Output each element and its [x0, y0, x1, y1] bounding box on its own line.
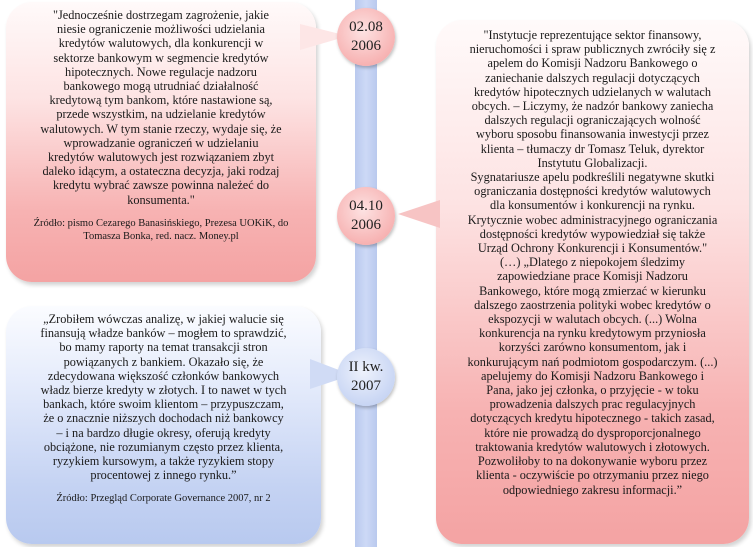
quote-source: Źródło: Przegląd Corporate Governance 2007, nr 2: [56, 493, 271, 505]
quote-text: „Zrobiłem wówczas analizę, w jakiej walucie się finansują władze banków – mogłem to sprawdzić, bo mamy raporty na temat transakcji stron powiązanych z bankiem. Okazało się, że zdecydowana większość członków bankowych władz bierze kredyty w złotych. I to nawet w tych bankach, które swoim klientom – przypuszczam, że o znacznie niższych dochodach niż bankowcy – i na bardzo długie okresy, oferują kredyty obciążone, nie rozumianym często przez klienta, ryzykiem kursowym, a także ryzykiem stopy procentowej z innego rynku.”: [40, 312, 287, 483]
quote-bubble-corporate-governance: [6, 306, 321, 544]
quote-text: "Instytucje reprezentujące sektor finansowy, nieruchomości i spraw publicznych zwróciły się z apelem do Komisji Nadzoru Bankowego o zaniechanie dalszych regulacji dotyczących kredytów hipotecznych udzielanych w walutach obcych. – Liczymy, że nadzór bankowy zaniecha dalszych regulacji ograniczających wolność wyboru sposobu finansowania inwestycji przez klienta – tłumaczy dr Tomasz Teluk, dyrektor Instytutu Globalizacji. Sygnatariusze apelu podkreślili negatywne skutki ograniczania dostępności kredytów walutowych dla konsumentów i konkurencji na rynku. Krytycznie wobec administracyjnego ograniczania dostępności kredytów wypowiedział się także Urząd Ochrony Konkurencji i Konsumentów." (…) „Dlatego z niepokojem śledzimy zapowiedziane prace Komisji Nadzoru Bankowego, które mogą zmierzać w kierunku dalszego zaostrzenia polityki wobec kredytów o ekspozycji w walutach obcych. (...) Wolna konkurencja na rynku kredytowym przyniosła korzyści zarówno konsumentom, jak i konkurującym nań podmiotom gospodarczym. (...) apelujemy do Komisji Nadzoru Bankowego i Pana, jako jej członka, o przyjęcie - w toku prowadzenia dalszych prac regulacyjnych dotyczących kredytu hipotecznego - takich zasad, które nie prowadzą do dysproporcjonalnego traktowania kredytów walutowych i złotowych. Pozwoliłoby to na dokonywanie wyboru przez klienta - oczywiście po otrzymaniu przez niego odpowiedniego zakresu informacji.”: [467, 28, 718, 497]
timeline-bar: [355, 0, 377, 547]
quote-text: "Jednocześnie dostrzegam zagrożenie, jakie niesie ograniczenie możliwości udzielania kredytów walutowych, dla konkurencji w sektorze bankowym w segmencie kredytów hipotecznych. Nowe regulacje nadzoru bankowego mogą utrudniać działalność kredytową tym bankom, które nastawione są, przede wszystkim, na udzielanie kredytów walutowych. W tym stanie rzeczy, wydaje się, że wprowadzanie ograniczeń w udzielaniu kredytów walutowych jest rozwiązaniem zbyt daleko idącym, a ostateczna decyzja, jaki rodzaj kredytu wybrać zawsze powinna należeć do konsumenta.": [40, 8, 282, 207]
quote-bubble-uokik: [6, 2, 316, 282]
timeline-date-2006-10: 04.10 2006: [337, 187, 395, 245]
bubble-tail: [396, 196, 440, 236]
timeline-date-2006-08: 02.08 2006: [337, 8, 395, 66]
quote-source: Źródło: pismo Cezarego Banasińskiego, Prezesa UOKiK, do Tomasza Bonka, red. nacz. Money.pl: [33, 217, 289, 242]
quote-bubble-appeal: [436, 20, 749, 544]
timeline-date-2007-q2: II kw. 2007: [337, 348, 395, 406]
